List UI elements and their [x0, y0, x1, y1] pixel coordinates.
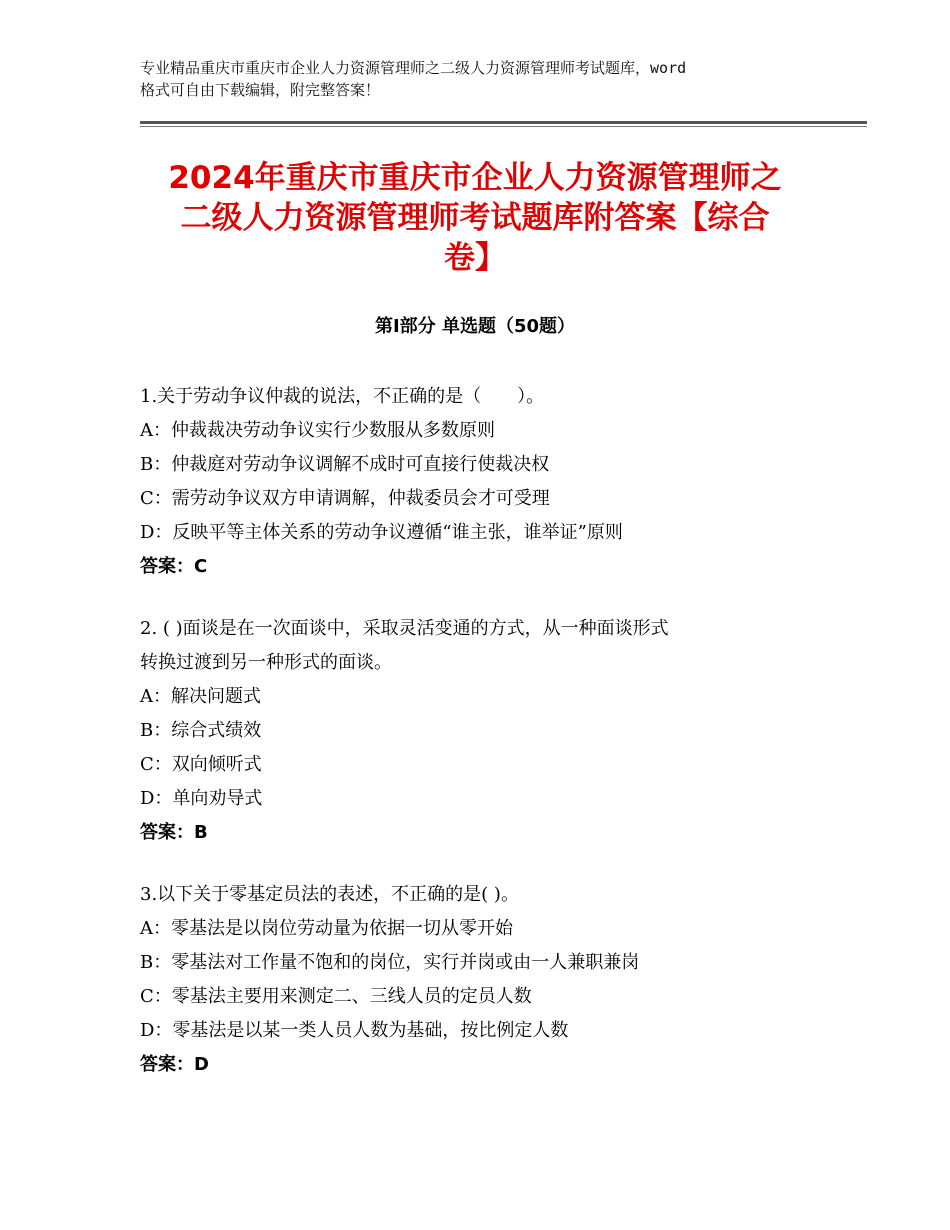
question-stem-continued: 转换过渡到另一种形式的面谈。 — [140, 652, 392, 673]
answer-value: C — [194, 556, 208, 577]
question-list — [140, 380, 820, 1110]
option-c: C：零基法主要用来测定二、三线人员的定员人数 — [140, 986, 532, 1007]
header-note — [140, 57, 830, 101]
question-2 — [140, 612, 820, 850]
header-divider-thick — [140, 121, 867, 124]
question-stem: 2. ( )面谈是在一次面谈中，采取灵活变通的方式，从一种面谈形式 — [140, 618, 669, 639]
answer-value: B — [194, 822, 208, 843]
question-3 — [140, 878, 820, 1082]
option-d: D：反映平等主体关系的劳动争议遵循“谁主张，谁举证”原则 — [140, 522, 623, 543]
option-b: B：仲裁庭对劳动争议调解不成时可直接行使裁决权 — [140, 454, 550, 475]
answer-label: 答案： — [140, 822, 194, 843]
header-note-line-1: 专业精品重庆市重庆市企业人力资源管理师之二级人力资源管理师考试题库，word — [140, 59, 687, 77]
answer-line — [140, 550, 820, 584]
document-title-line-1: 2024年重庆市重庆市企业人力资源管理师之 — [168, 160, 782, 196]
option-c: C：双向倾听式 — [140, 754, 262, 775]
document-title-line-2: 二级人力资源管理师考试题库附答案【综合 — [180, 200, 770, 236]
answer-line — [140, 816, 820, 850]
header-divider-thin — [140, 126, 867, 127]
answer-label: 答案： — [140, 556, 194, 577]
answer-line — [140, 1048, 820, 1082]
header-note-line-2: 格式可自由下载编辑，附完整答案！ — [140, 81, 381, 99]
answer-label: 答案： — [140, 1054, 194, 1075]
question-stem: 1.关于劳动争议仲裁的说法，不正确的是（ ）。 — [140, 386, 545, 407]
option-a: A：解决问题式 — [140, 686, 261, 707]
option-b: B：综合式绩效 — [140, 720, 262, 741]
option-d: D：零基法是以某一类人员人数为基础，按比例定人数 — [140, 1020, 569, 1041]
option-a: A：仲裁裁决劳动争议实行少数服从多数原则 — [140, 420, 495, 441]
option-d: D：单向劝导式 — [140, 788, 263, 809]
answer-value: D — [194, 1054, 209, 1075]
option-a: A：零基法是以岗位劳动量为依据一切从零开始 — [140, 918, 513, 939]
question-stem: 3.以下关于零基定员法的表述，不正确的是( )。 — [140, 884, 519, 905]
document-title — [140, 158, 810, 278]
document-title-line-3: 卷】 — [444, 240, 506, 276]
section-title: 第Ⅰ部分 单选题（50题） — [374, 316, 575, 337]
question-1 — [140, 380, 820, 584]
option-c: C：需劳动争议双方申请调解，仲裁委员会才可受理 — [140, 488, 550, 509]
option-b: B：零基法对工作量不饱和的岗位，实行并岗或由一人兼职兼岗 — [140, 952, 640, 973]
